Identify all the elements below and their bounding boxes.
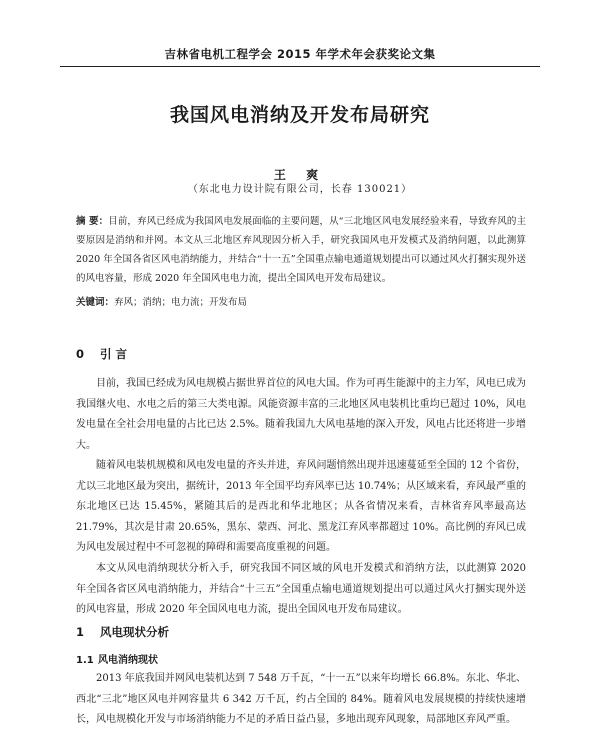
keywords-text: 弃风；消纳；电力流；开发布局: [114, 297, 248, 308]
paragraph-1: 目前，我国已经成为风电规模占据世界首位的风电大国。作为可再生能源中的主力军，风电已成为我国继火电、水电之后的第三大类电源。风能资源丰富的三北地区风电装机比重均已超过 10%，风电发电量在全社会用电量的占比已达 2.5%。随着我国九大风电基地的深入开发，风电占比还将进一步增大。: [76, 378, 526, 451]
abstract: [76, 212, 526, 288]
subsection-title: 风电消纳现状: [98, 655, 158, 666]
keywords: [76, 294, 526, 308]
paragraph-2: 随着风电装机规模和风电发电量的齐头并进，弃风问题悄然出现并迅速蔓延至全国的 12 个省份，尤以三北地区最为突出，据统计，2013 年全国平均弃风率已达 10.74%；从区域来看，弃风最严重的东北地区已达 15.45%，紧随其后的是西北和华北地区；从各省情况来看，吉林省弃风率最高达 21.79%，其次是甘肃 20.65%，黑东、蒙西、河北、黑龙江弃风率都超过 10%。高比例的弃风已成为风电发展过程中不可忽视的障碍和需要高度重视的问题。: [76, 460, 526, 553]
subsection-number: 1.1: [76, 655, 94, 666]
abstract-label: 摘 要：: [76, 216, 109, 227]
paper-title: 我国风电消纳及开发布局研究: [169, 104, 430, 126]
paragraph-3: 本文从风电消纳现状分析入手，研究我国不同区域的风电开发模式和消纳方法，以此测算 2020 年全国各省区风电消纳能力，并结合“十三五”全国重点输电通道规划提出可以通过风火打捆实现外送的风电容量，形成 2020 年全国风电电力流，提出全国风电开发布局建议。: [76, 563, 526, 615]
section-number: 1: [76, 625, 85, 639]
abstract-text: 目前，弃风已经成为我国风电发展面临的主要问题，从“三北地区风电发展经验来看，导致弃风的主要原因是消纳和并网。本文从三北地区弃风现因分析入手，研究我国风电开发模式及消纳问题，以此测算 2020 年全国各省区风电消纳能力，并结合“十一五”全国重点输电通道规划提出可以通过风火打捆实现外送的风电容量，形成 2020 年全国风电电力流，提出全国风电开发布局建议。: [76, 216, 526, 284]
header-rule: [60, 66, 540, 67]
section-heading-wind-status: [76, 624, 169, 640]
paragraph-4: 2013 年底我国并网风电装机达到 7 548 万千瓦，“十一五”以来年均增长 66.8%。东北、华北、西北“三北”地区风电并网容量共 6 342 万千瓦，约占全国的 84%。随着风电发展规模的持续快速增长，风电规模化开发与市场消纳能力不足的矛盾日益凸显，多地出现弃风现象，局部地区弃风严重。: [76, 673, 526, 725]
section-title: 风电现状分析: [100, 625, 169, 639]
subsection-heading-consumption: [76, 651, 158, 666]
section-title: 引 言: [100, 347, 128, 361]
section-heading-introduction: [76, 346, 127, 362]
author-affiliation: （东北电力设计院有限公司，长春 130021）: [187, 184, 413, 195]
section-number: 0: [76, 347, 85, 361]
running-head: 吉林省电机工程学会 2015 年学术年会获奖论文集: [164, 47, 436, 61]
author-name: 王 爽: [273, 168, 327, 182]
keywords-label: 关键词：: [76, 297, 115, 308]
